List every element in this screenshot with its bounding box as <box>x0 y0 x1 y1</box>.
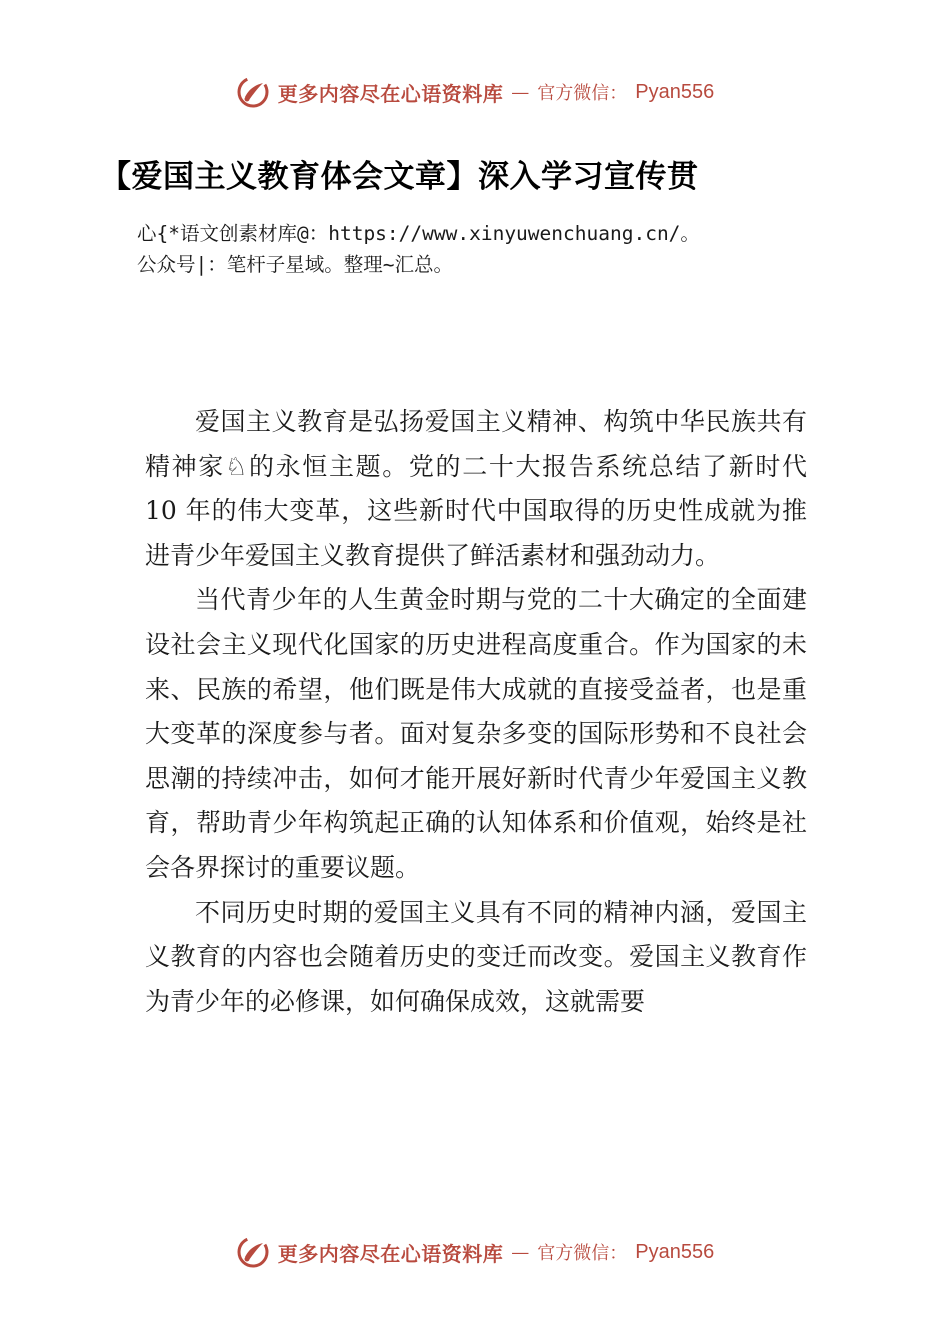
body-paragraph: 当代青少年的人生黄金时期与党的二十大确定的全面建设社会主义现代化国家的历史进程高度重合。作为国家的未来、民族的希望，他们既是伟大成就的直接受益者，也是重大变革的深度参与者。面对复杂多变的国际形势和不良社会思潮的持续冲击，如何才能开展好新时代青少年爱国主义教育，帮助青少年构筑起正确的认知体系和价值观，始终是社会各界探讨的重要议题。 <box>145 585 807 882</box>
source-line: 公众号|：笔杆子星域。整理~汇总。 <box>137 253 453 276</box>
banner-separator: — <box>511 81 530 103</box>
banner-separator: — <box>511 1241 530 1263</box>
source-line: 心{*语文创素材库@：https://www.xinyuwenchuang.cn/。 <box>137 222 700 245</box>
document-title: 【爱国主义教育体会文章】深入学习宣传贯 <box>100 159 699 195</box>
banner-text: 更多内容尽在心语资料库 <box>277 81 504 106</box>
body-paragraph: 不同历史时期的爱国主义具有不同的精神内涵，爱国主义教育的内容也会随着历史的变迁而改变。爱国主义教育作为青少年的必修课，如何确保成效，这就需要 <box>145 897 807 1016</box>
banner-wechat-id: Pyan556 <box>635 1240 715 1263</box>
ink-brush-logo-icon <box>236 1235 270 1269</box>
banner-wechat-id: Pyan556 <box>635 80 715 103</box>
banner-wechat-label: 官方微信： <box>537 83 628 104</box>
header-banner <box>0 70 950 114</box>
footer-banner <box>0 1230 950 1274</box>
banner-wechat-label: 官方微信： <box>537 1243 628 1264</box>
ink-brush-logo-icon <box>236 75 270 109</box>
body-paragraph: 爱国主义教育是弘扬爱国主义精神、构筑中华民族共有精神家♘的永恒主题。党的二十大报告系统总结了新时代 10 年的伟大变革，这些新时代中国取得的历史性成就为推进青少年爱国主义教育提供了鲜活素材和强劲动力。 <box>145 407 807 570</box>
banner-text: 更多内容尽在心语资料库 <box>277 1241 504 1266</box>
document-body <box>145 400 807 1024</box>
source-info <box>137 218 867 280</box>
